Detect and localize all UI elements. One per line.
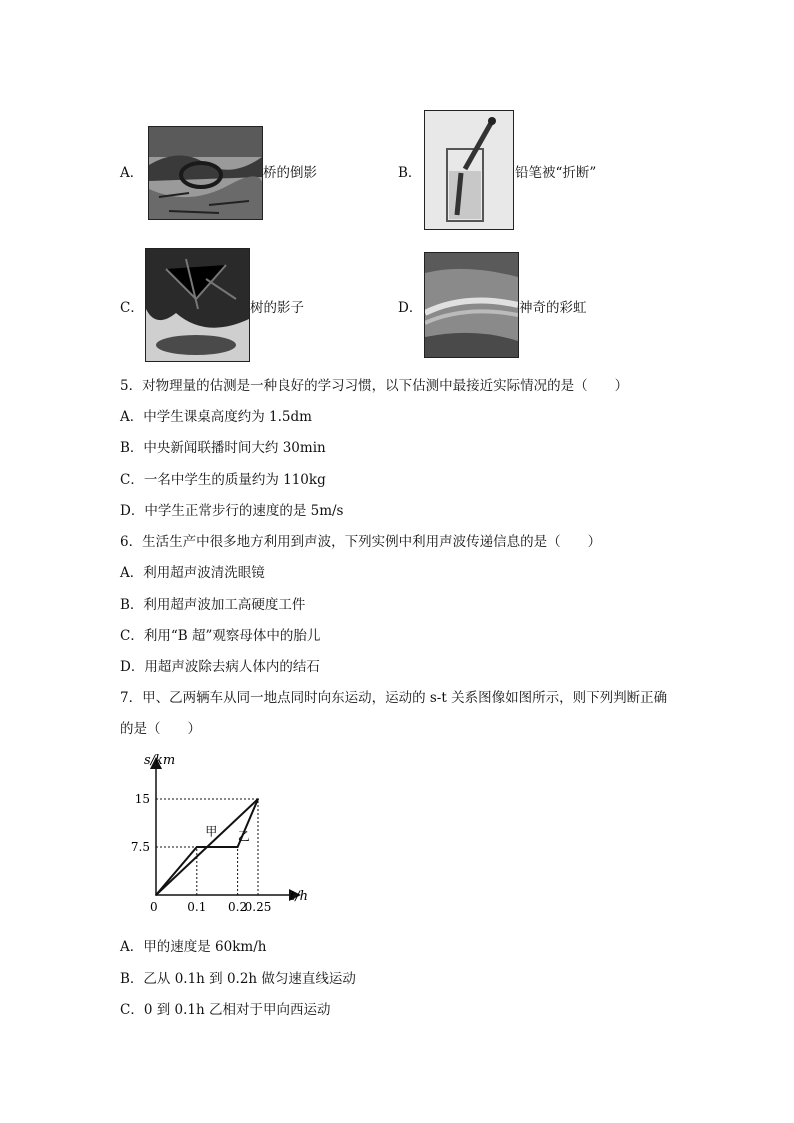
x-tick-label: 0.25 [244,900,272,914]
bridge-reflection-image [148,126,263,220]
q6-stem: 6．生活生产中很多地方利用到声波，下列实例中利用声波传递信息的是（ ） [120,534,602,550]
option-a-caption: 桥的倒影 [263,165,317,181]
option-b-letter: B． [398,165,422,181]
tree-shadow-image [145,248,250,362]
q6-option-d: D．用超声波除去病人体内的结石 [120,659,320,675]
series-label-jia: 甲 [205,824,218,839]
series-point-1 [196,846,198,848]
series-point-1 [155,894,157,896]
x-tick-label: 0.2 [228,900,248,914]
pencil-in-water-image [424,110,514,230]
q7-stem-line2: 的是（ ） [120,721,201,737]
q5-option-b: B．中央新闻联播时间大约 30min [120,440,326,456]
series-label-yi: 乙 [237,829,250,844]
x-axis-label: t/h [290,889,308,904]
y-axis-label: s/km [144,753,176,768]
option-b-caption: 铅笔被“折断” [515,165,597,181]
q7-option-c: C．0 到 0.1h 乙相对于甲向西运动 [120,1002,331,1018]
q7-option-b: B．乙从 0.1h 到 0.2h 做匀速直线运动 [120,971,356,987]
option-a-letter: A． [120,165,144,181]
x-tick-label: 0.1 [187,900,207,914]
q7-option-a: A．甲的速度是 60km/h [120,939,267,955]
q5-option-d: D．中学生正常步行的速度的是 5m/s [120,503,344,519]
q6-option-c: C．利用“B 超”观察母体中的胎儿 [120,628,321,644]
option-d-letter: D． [398,300,423,316]
series-point-1 [237,846,239,848]
s-t-graph [118,750,318,920]
q6-option-b: B．利用超声波加工高硬度工件 [120,597,306,613]
origin-label: 0 [150,900,158,914]
q6-option-a: A．利用超声波清洗眼镜 [120,565,265,581]
option-d-caption: 神奇的彩虹 [519,300,587,316]
q5-option-a: A．中学生课桌高度约为 1.5dm [120,409,312,425]
option-c-caption: 树的影子 [250,300,304,316]
series-point-1 [257,798,259,800]
rainbow-image [424,252,519,358]
q5-stem: 5．对物理量的估测是一种良好的学习习惯，以下估测中最接近实际情况的是（ ） [120,378,629,394]
y-tick-label: 7.5 [130,840,150,854]
q7-stem-line1: 7．甲、乙两辆车从同一地点同时向东运动，运动的 s-t 关系图像如图所示，则下列判断正确 [120,690,668,706]
y-tick-label: 15 [134,792,150,806]
option-c-letter: C． [120,300,144,316]
q5-option-c: C．一名中学生的质量约为 110kg [120,472,326,488]
